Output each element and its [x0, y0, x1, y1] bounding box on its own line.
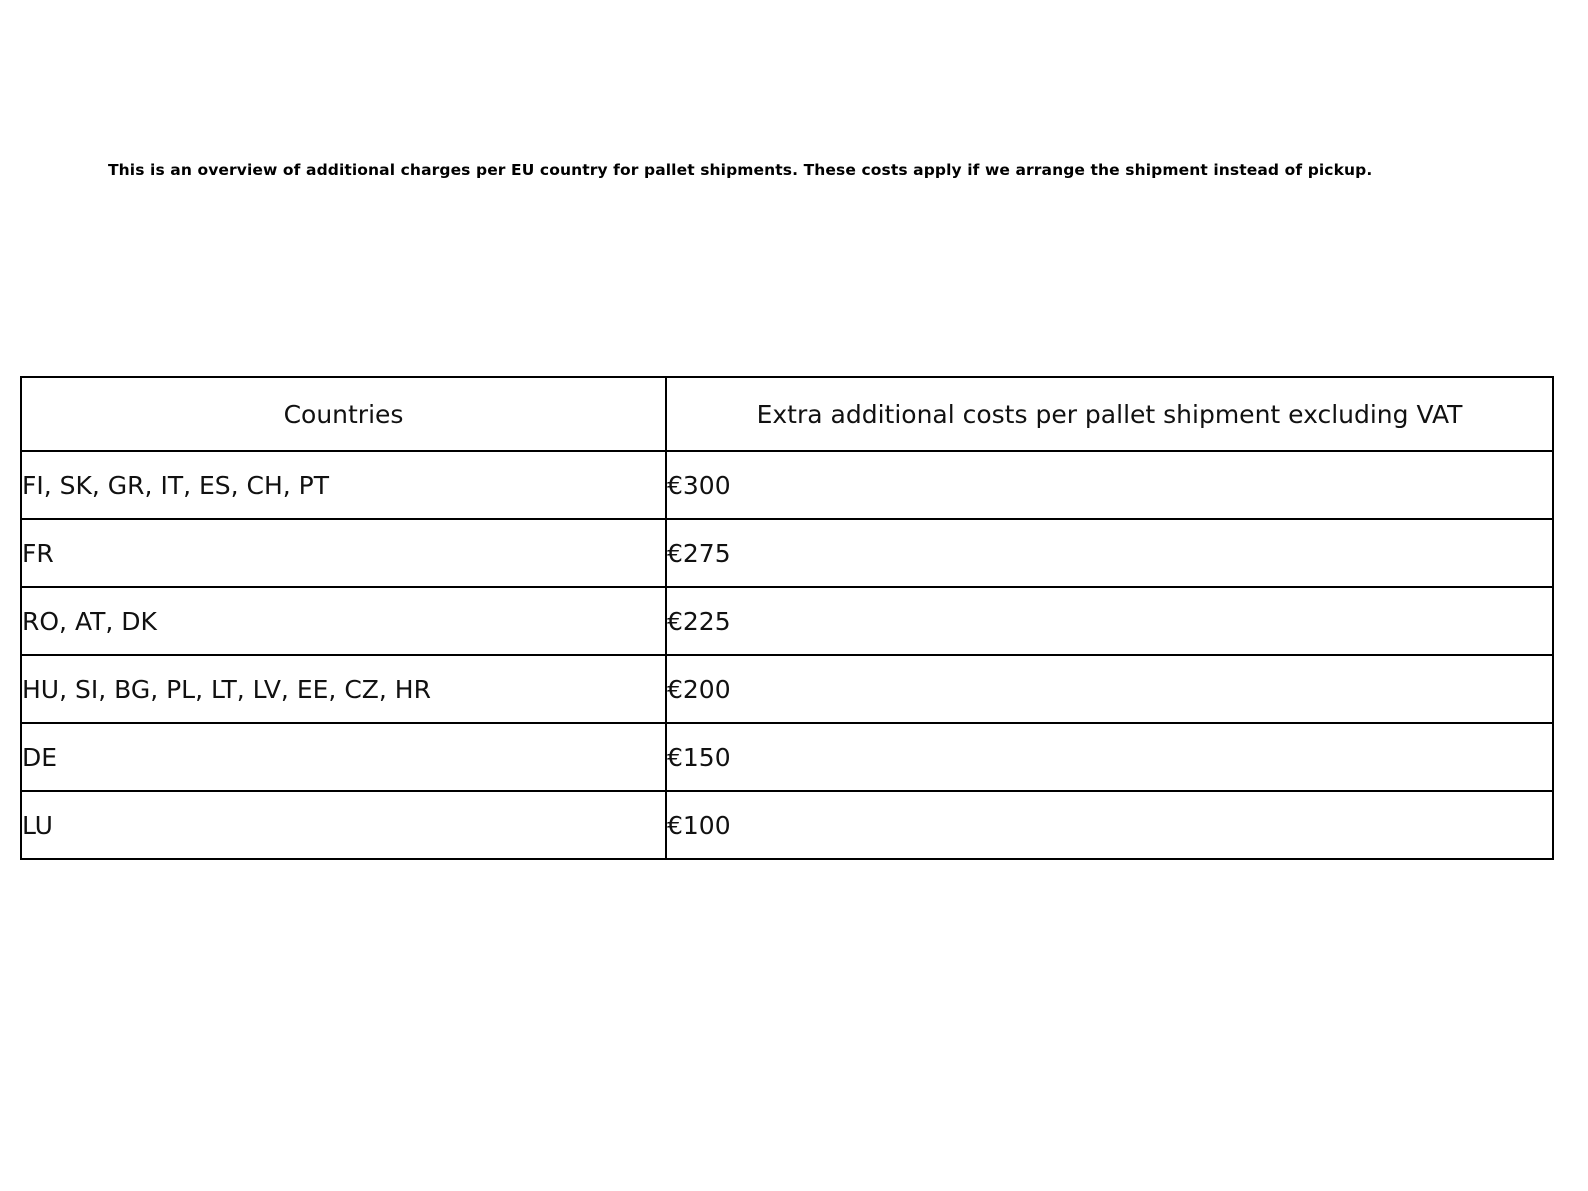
- cell-countries: RO, AT, DK: [21, 587, 666, 655]
- charges-table: [20, 376, 1554, 860]
- table-header-row: [21, 377, 1553, 451]
- cell-countries: HU, SI, BG, PL, LT, LV, EE, CZ, HR: [21, 655, 666, 723]
- cell-cost: €275: [666, 519, 1553, 587]
- cell-cost: €300: [666, 451, 1553, 519]
- cell-cost: €225: [666, 587, 1553, 655]
- table-row: [21, 655, 1553, 723]
- intro-paragraph: This is an overview of additional charges per EU country for pallet shipments. These costs apply if we arrange the shipment instead of pickup.: [108, 161, 1373, 179]
- table-row: [21, 791, 1553, 859]
- column-header-cost: Extra additional costs per pallet shipment excluding VAT: [666, 377, 1553, 451]
- cell-cost: €200: [666, 655, 1553, 723]
- table-row: [21, 587, 1553, 655]
- cell-countries: LU: [21, 791, 666, 859]
- column-header-countries: Countries: [21, 377, 666, 451]
- cell-cost: €150: [666, 723, 1553, 791]
- cell-countries: DE: [21, 723, 666, 791]
- table-row: [21, 723, 1553, 791]
- table-row: [21, 519, 1553, 587]
- charges-table-container: [20, 376, 1548, 860]
- cell-countries: FI, SK, GR, IT, ES, CH, PT: [21, 451, 666, 519]
- table-row: [21, 451, 1553, 519]
- cell-cost: €100: [666, 791, 1553, 859]
- cell-countries: FR: [21, 519, 666, 587]
